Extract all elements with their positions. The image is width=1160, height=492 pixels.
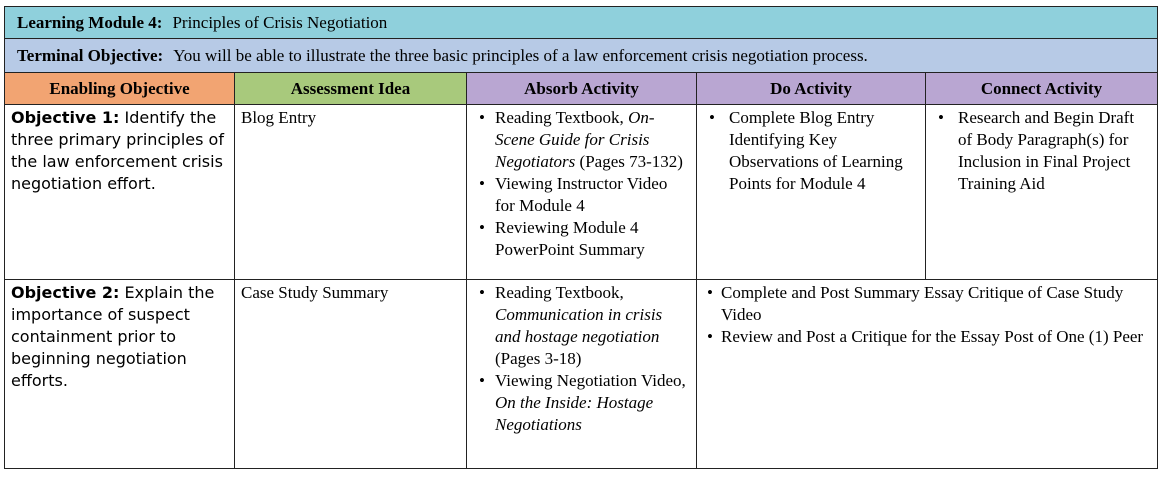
assessment-text: Blog Entry	[241, 108, 317, 127]
header-enabling-objective: Enabling Objective	[5, 73, 235, 105]
header-assessment-idea: Assessment Idea	[235, 73, 467, 105]
list-item: • Viewing Instructor Video for Module 4	[495, 173, 690, 217]
terminal-objective-cell	[5, 39, 1158, 73]
connect-list	[932, 107, 1151, 195]
objective-text: Explain the importance of suspect containment prior to beginning negotiation efforts.	[11, 283, 215, 390]
learning-module-table	[4, 6, 1158, 469]
header-do-activity: Do Activity	[697, 73, 926, 105]
list-item: • Reviewing Module 4 PowerPoint Summary	[495, 217, 690, 261]
objective-label: Objective 2:	[11, 283, 120, 302]
assessment-cell	[235, 105, 467, 280]
assessment-text: Case Study Summary	[241, 283, 389, 302]
list-item: • Viewing Negotiation Video, On the Inside: Hostage Negotiations	[495, 370, 690, 436]
absorb-list	[473, 107, 690, 261]
do-cell	[697, 105, 926, 280]
list-item: • Research and Begin Draft of Body Paragraph(s) for Inclusion in Final Project Training Aid	[958, 107, 1151, 195]
do-list	[703, 107, 919, 195]
absorb-list	[473, 282, 690, 436]
terminal-objective-text: You will be able to illustrate the three basic principles of a law enforcement crisis negotiation process.	[173, 45, 868, 65]
do-connect-list	[703, 282, 1151, 348]
list-item: • Reading Textbook, Communication in crisis and hostage negotiation (Pages 3-18)	[495, 282, 690, 370]
learning-module-table-wrapper	[4, 6, 1158, 469]
header-absorb-activity: Absorb Activity	[467, 73, 697, 105]
header-connect-activity: Connect Activity	[926, 73, 1158, 105]
list-item: • Complete and Post Summary Essay Critique of Case Study Video	[721, 282, 1151, 326]
module-title-cell	[5, 7, 1158, 39]
list-item: • Complete Blog Entry Identifying Key Observations of Learning Points for Module 4	[729, 107, 919, 195]
absorb-cell	[467, 105, 697, 280]
module-title: Principles of Crisis Negotiation	[172, 12, 388, 32]
list-item: • Review and Post a Critique for the Essay Post of One (1) Peer	[721, 326, 1151, 348]
objective-text: Identify the three primary principles of the law enforcement crisis negotiation effort.	[11, 108, 224, 193]
do-connect-cell	[697, 280, 1158, 469]
module-label: Learning Module 4:	[17, 12, 163, 32]
terminal-objective-label: Terminal Objective:	[17, 45, 164, 65]
assessment-cell	[235, 280, 467, 469]
objective-1-cell	[5, 105, 235, 280]
terminal-objective-row	[5, 39, 1158, 73]
column-header-row	[5, 73, 1158, 105]
objective-2-cell	[5, 280, 235, 469]
module-title-row	[5, 7, 1158, 39]
table-row	[5, 105, 1158, 280]
table-row	[5, 280, 1158, 469]
connect-cell	[926, 105, 1158, 280]
list-item: • Reading Textbook, On-Scene Guide for Crisis Negotiators (Pages 73-132)	[495, 107, 690, 173]
absorb-cell	[467, 280, 697, 469]
objective-label: Objective 1:	[11, 108, 120, 127]
